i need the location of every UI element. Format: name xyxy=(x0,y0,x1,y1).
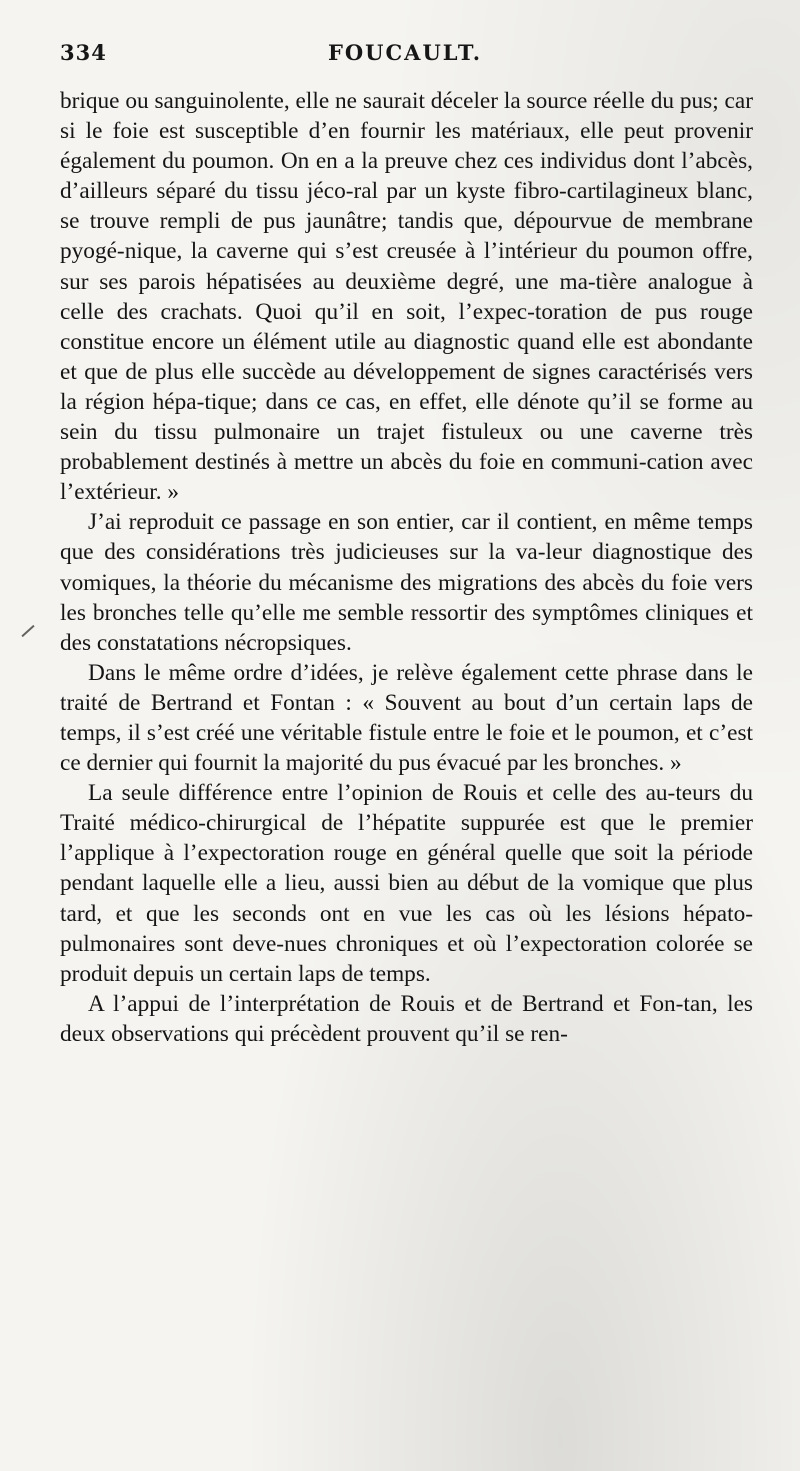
paragraph: J’ai reproduit ce passage en son entier, car il contient, en même temps que des considérations très judicieuses sur la va-leur diagnostique des vomiques, la théorie du mécanisme des migrations des abcès du foie vers les bronches telle qu’elle me semble ressortir des symptômes cliniques et des constatations nécropsiques. xyxy=(60,509,753,656)
paragraph-continuation: brique ou sanguinolente, elle ne saurait déceler la source réelle du pus; car si le foie est susceptible d’en fournir les matériaux, elle peut provenir également du poumon. On en a la preuve chez ces individus dont l’abcès, d’ailleurs séparé du tissu jéco-ral par un kyste fibro-cartilagineux blanc, se trouve rempli de pus jaunâtre; tandis que, dépourvue de membrane pyogé-nique, la caverne qui s’est creusée à l’intérieur du poumon offre, sur ses parois hépatisées au deuxième degré, une ma-tière analogue à celle des crachats. Quoi qu’il en soit, l’expec-toration de pus rouge constitue encore un élément utile au diagnostic quand elle est abondante et que de plus elle succède au développement de signes caractérisés vers la région hépa-tique; dans ce cas, en effet, elle dénote qu’il se forme au sein du tissu pulmonaire un trajet fistuleux ou une caverne très probablement destinés à mettre un abcès du foie en communi-cation avec l’extérieur. » xyxy=(60,88,753,506)
paragraph: La seule différence entre l’opinion de Rouis et celle des au-teurs du Traité médico-chirurgical de l’hépatite suppurée est que le premier l’applique à l’expectoration rouge en général quelle que soit la période pendant laquelle elle a lieu, aussi bien au début de la vomique que plus tard, et que les seconds ont en vue les cas où les lésions hépato-pulmonaires sont deve-nues chroniques et où l’expectoration colorée se produit depuis un certain laps de temps. xyxy=(60,780,753,987)
paragraph: A l’appui de l’interprétation de Rouis et de Bertrand et Fon-tan, les deux observations qui précèdent prouvent qu’il se ren- xyxy=(60,990,753,1047)
running-head: FOUCAULT. xyxy=(327,40,483,65)
body-text xyxy=(60,86,753,1049)
paragraph: Dans le même ordre d’idées, je relève également cette phrase dans le traité de Bertrand et Fontan : « Souvent au bout d’un certain laps de temps, il s’est créé une véritable fistule entre le foie et le poumon, et c’est ce dernier qui fournit la majorité du pus évacué par les bronches. » xyxy=(60,659,753,777)
page-header xyxy=(60,40,750,76)
margin-pencil-mark xyxy=(21,625,34,637)
page-number: 334 xyxy=(60,40,107,65)
